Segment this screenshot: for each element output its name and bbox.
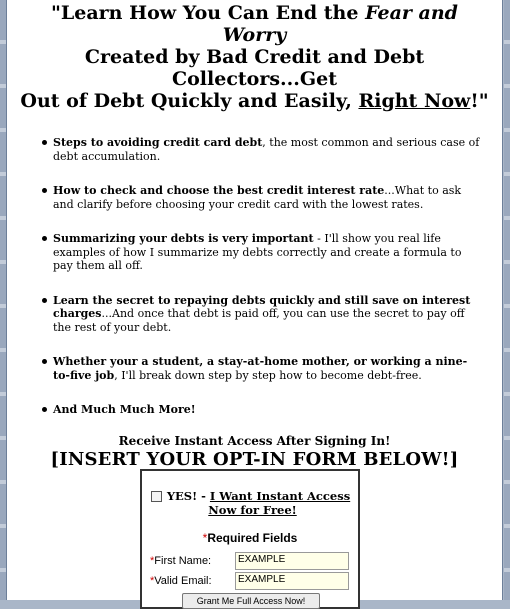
optin-form	[140, 469, 360, 609]
bullet-icon	[42, 236, 47, 241]
email-label: *Valid Email:	[150, 575, 212, 587]
email-field[interactable]: EXAMPLE	[235, 572, 349, 590]
required-fields-note: *Required Fields	[202, 531, 298, 545]
list-item: Learn the secret to repaying debts quickly and still save on interest charges...And once that debt is paid off, you can use the secret to pay off the rest of your debt.	[53, 294, 482, 335]
bullet-icon	[42, 298, 47, 303]
bullet-icon	[42, 407, 47, 412]
first-name-field[interactable]: EXAMPLE	[235, 552, 349, 570]
bullet-icon	[42, 140, 47, 145]
bullet-icon	[42, 359, 47, 364]
list-item: How to check and choose the best credit interest rate...What to ask and clarify before choosing your credit card with the lowest rates.	[53, 184, 482, 211]
right-border-decoration	[504, 0, 510, 600]
first-name-label: *First Name:	[150, 555, 212, 567]
headline: "Learn How You Can End the Fear and Worry Created by Bad Credit and Debt Collectors...Get Out of Debt Quickly and Easily, Right Now!"	[20, 2, 489, 112]
bullet-icon	[42, 188, 47, 193]
list-item: Whether your a student, a stay-at-home mother, or working a nine-to-five job, I'll break down step by step how to become debt-free.	[53, 355, 482, 382]
insert-form-heading: [INSERT YOUR OPT-IN FORM BELOW!]	[50, 448, 459, 470]
list-item: Summarizing your debts is very important - I'll show you real life examples of how I summarize my debts correctly and create a formula to pay them all off.	[53, 232, 482, 273]
receive-access-text: Receive Instant Access After Signing In!	[118, 433, 391, 448]
list-item: And Much Much More!	[53, 403, 482, 417]
list-item: Steps to avoiding credit card debt, the most common and serious case of debt accumulation.	[53, 136, 482, 163]
instant-access-label: YES! - I Want Instant Access Now for Free!	[166, 489, 351, 517]
submit-button[interactable]: Grant Me Full Access Now!	[182, 593, 320, 609]
benefits-list	[7, 136, 502, 417]
